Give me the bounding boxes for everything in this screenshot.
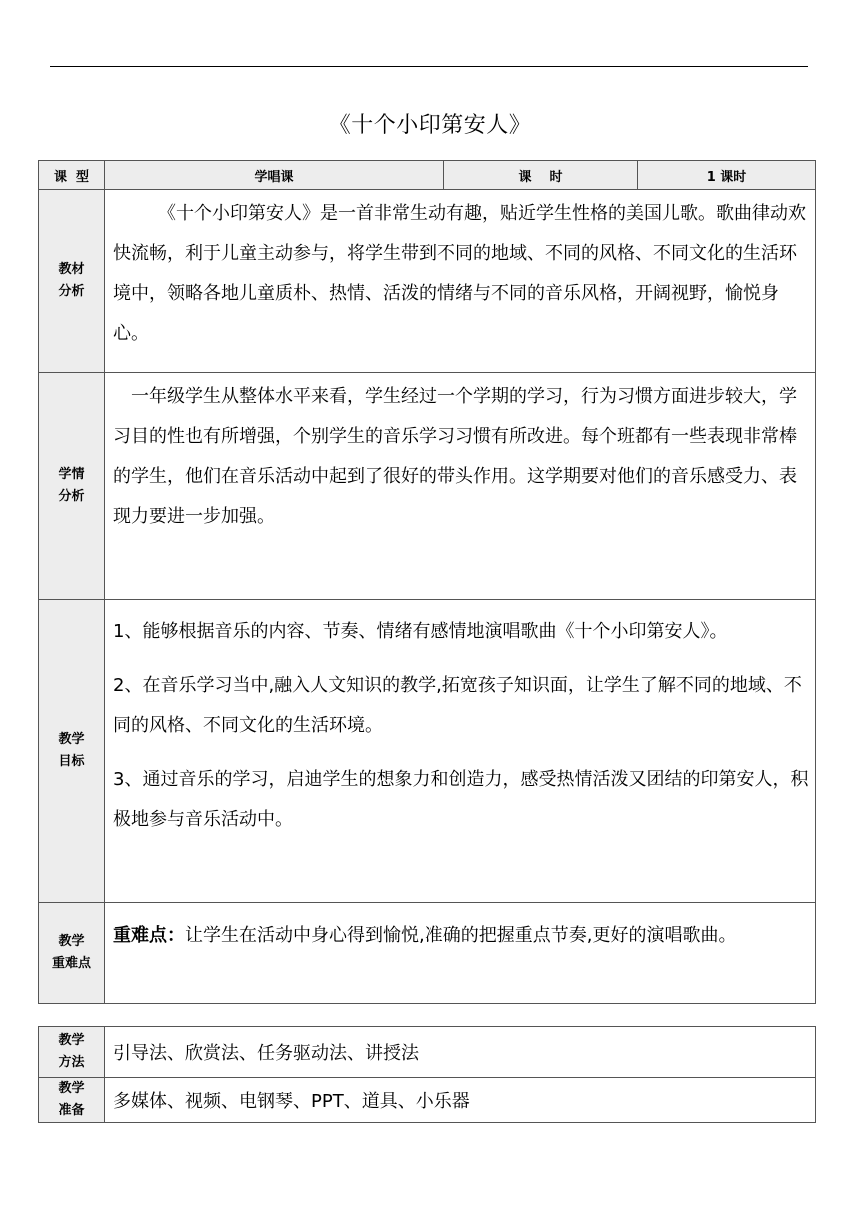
material-analysis-row xyxy=(39,190,816,373)
student-analysis-label: 学情 分析 xyxy=(39,373,105,600)
teaching-method-row xyxy=(39,1027,816,1078)
goal-item: 1、能够根据音乐的内容、节奏、情绪有感情地演唱歌曲《十个小印第安人》。 xyxy=(113,621,728,642)
lesson-plan-table xyxy=(38,160,816,1004)
lesson-period-label: 课 时 xyxy=(444,161,638,190)
key-points-content: 让学生在活动中身心得到愉悦,准确的把握重点节奏,更好的演唱歌曲。 xyxy=(185,925,737,946)
material-analysis-text: 《十个小印第安人》是一首非常生动有趣，贴近学生性格的美国儿歌。歌曲律动欢快流畅，利于儿童主动参与，将学生带到不同的地域、不同的风格、不同文化的生活环境中，领略各地儿童质朴、热情、活泼的情绪与不同的音乐风格，开阔视野，愉悦身心。 xyxy=(105,190,816,373)
teaching-method-label: 教学 方法 xyxy=(39,1027,105,1078)
goal-item: 2、在音乐学习当中,融入人文知识的教学,拓宽孩子知识面，让学生了解不同的地域、不同的风格、不同文化的生活环境。 xyxy=(113,675,802,736)
teaching-method-text: 引导法、欣赏法、任务驱动法、讲授法 xyxy=(105,1027,816,1078)
teaching-prep-label: 教学 准备 xyxy=(39,1078,105,1123)
teaching-goals-label: 教学 目标 xyxy=(39,600,105,903)
lesson-plan-table-bottom xyxy=(38,1026,816,1123)
lesson-type-value: 学唱课 xyxy=(105,161,444,190)
material-analysis-label: 教材 分析 xyxy=(39,190,105,373)
header-row xyxy=(39,161,816,190)
lesson-type-label: 课 型 xyxy=(39,161,105,190)
key-points-row xyxy=(39,903,816,1004)
goal-item: 3、通过音乐的学习，启迪学生的想象力和创造力，感受热情活泼又团结的印第安人，积极地参与音乐活动中。 xyxy=(113,769,809,830)
key-points-text xyxy=(105,903,816,1004)
teaching-goals-row xyxy=(39,600,816,903)
student-analysis-text: 一年级学生从整体水平来看，学生经过一个学期的学习，行为习惯方面进步较大，学习目的性也有所增强，个别学生的音乐学习习惯有所改进。每个班都有一些表现非常棒的学生，他们在音乐活动中起到了很好的带头作用。这学期要对他们的音乐感受力、表现力要进一步加强。 xyxy=(105,373,816,600)
key-points-bold-label: 重难点： xyxy=(113,925,185,946)
document-title: 《十个小印第安人》 xyxy=(328,113,532,138)
key-points-label: 教学 重难点 xyxy=(39,903,105,1004)
teaching-goals-list xyxy=(105,600,816,903)
teaching-prep-row xyxy=(39,1078,816,1123)
teaching-prep-text: 多媒体、视频、电钢琴、PPT、道具、小乐器 xyxy=(105,1078,816,1123)
header-rule xyxy=(50,66,808,67)
lesson-period-value: 1 课时 xyxy=(638,161,816,190)
student-analysis-row xyxy=(39,373,816,600)
